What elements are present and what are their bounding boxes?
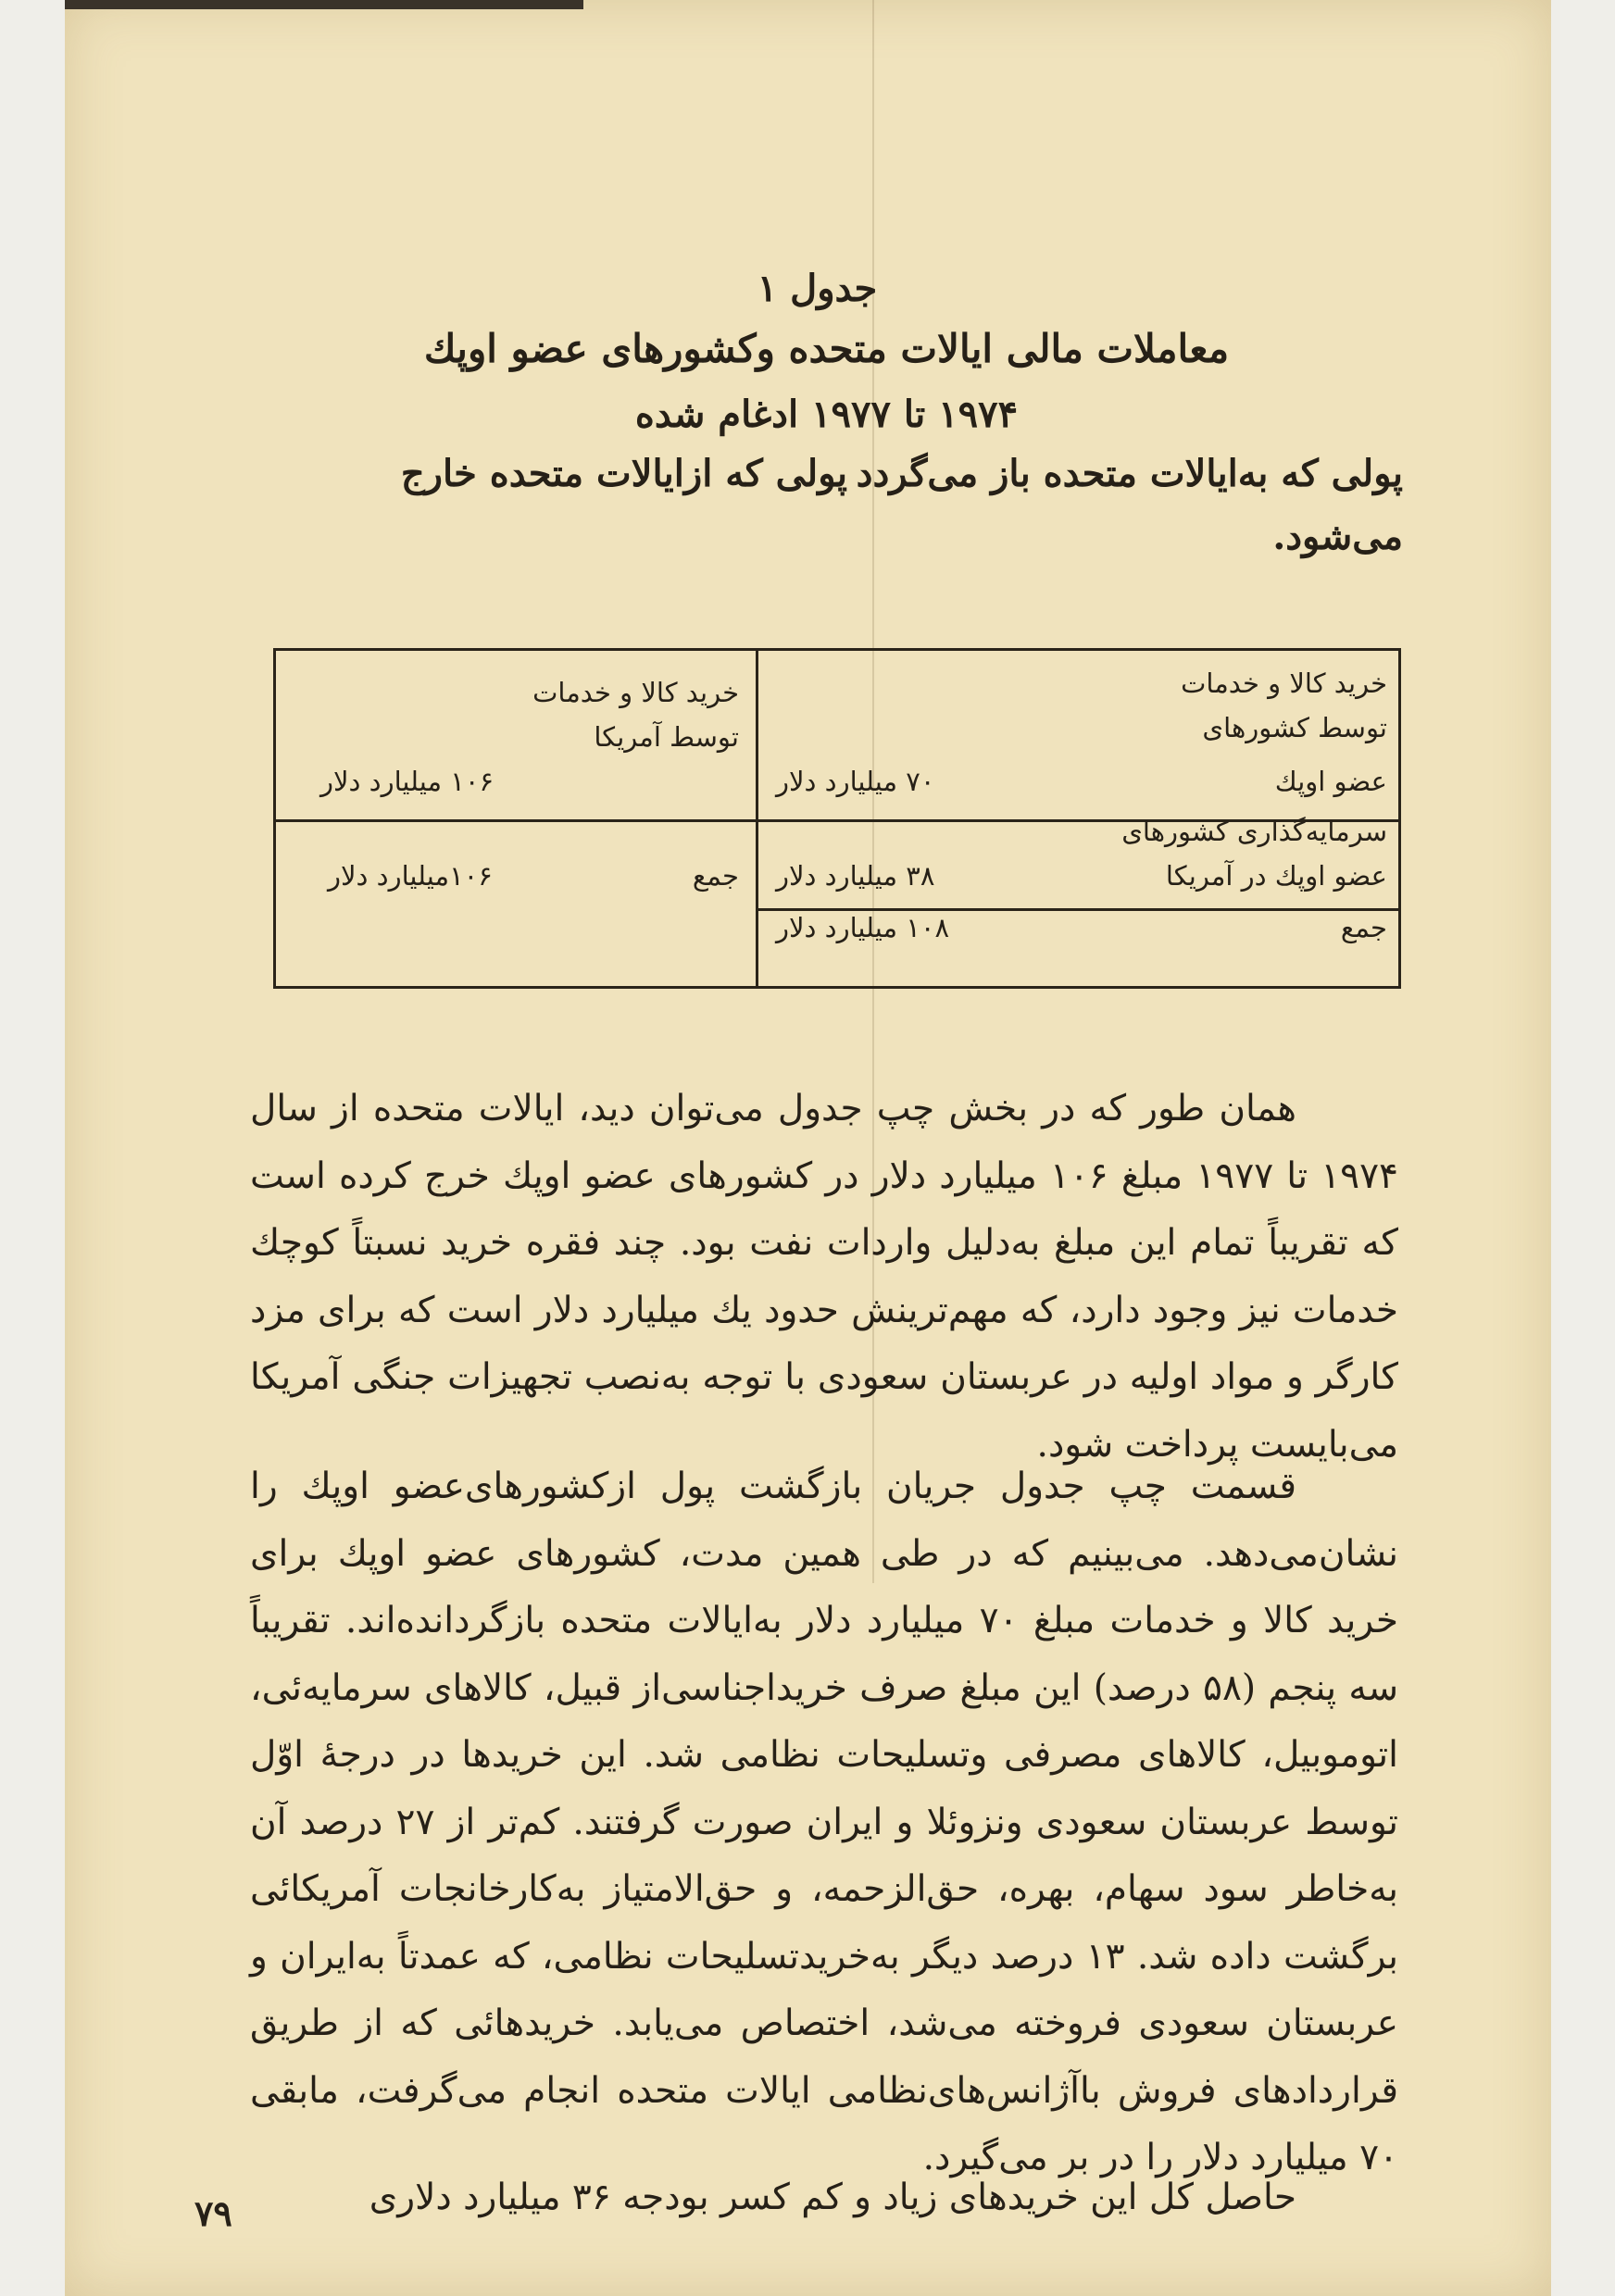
left-purchase-amount: ۱۰۶ میلیارد دلار — [320, 766, 495, 797]
right-purchase-line3: عضو اوپك — [1274, 766, 1387, 797]
left-purchase-line1: خرید کالا و خدمات — [532, 677, 739, 708]
left-purchase-line2: توسط آمریکا — [594, 721, 739, 753]
table-period: ۱۹۷۴ تا ۱۹۷۷ ادغام شده — [634, 393, 1019, 436]
paragraph-1: همان طور که در بخش چپ جدول می‌توان دید، ایالات متحده از سال ۱۹۷۴ تا ۱۹۷۷ مبلغ ۱۰۶ میلیارد دلار در کشورهای عضو اوپك خرج کرده است که تقریباً تمام این مبلغ به‌دلیل واردات نفت بود. چند فقره خرید نسبتاً کوچك خدمات نیز وجود دارد، که مهم‌ترینش حدود یك میلیارد دلار است که برای مزد کارگر و مواد اولیه در عربستان سعودی با توجه به‌نصب تجهیزات جنگی آمریکا می‌بایست پرداخت شود. — [250, 1088, 1398, 1466]
right-purchase-line1: خرید کالا و خدمات — [1181, 668, 1387, 699]
right-purchase-line2: توسط کشورهای — [1202, 712, 1387, 743]
paragraph-2: قسمت چپ جدول جریان بازگشت پول ازکشورهای‌عضو اوپك را نشان‌می‌دهد. می‌بینیم که در طی همین مدت، کشورهای عضو اوپك برای خرید کالا و خدمات مبلغ ۷۰ میلیارد دلار به‌ایالات متحده بازگردانده‌اند. تقریباً سه پنجم (۵۸ درصد) این مبلغ صرف خریداجناسی‌از قبیل، کالاهای سرمایه‌ئی، اتوموبیل، کالاهای مصرفی وتسلیحات نظامی شد. این خریدها در درجهٔ اوّل توسط عربستان سعودی ونزوئلا و ایران صورت گرفتند. کم‌تر از ۲۷ درصد آن به‌خاطر سود سهام، بهره، حق‌الزحمه، و حق‌الامتیاز به‌کارخانجات آمریکائی برگشت داده شد. ۱۳ درصد دیگر به‌خریدتسلیحات نظامی، که عمدتاً به‌ایران و عربستان سعودی فروخته می‌شد، اختصاص می‌یابد. خریدهائی که از طریق قراردادهای فروش باآژانس‌های‌نظامی ایالات متحده انجام می‌گرفت، مابقی ۷۰ میلیارد دلار را در بر می‌گیرد. — [250, 1466, 1399, 2178]
left-column-caption: پولی که ازایالات متحده خارج — [400, 452, 847, 495]
total-row-divider — [756, 908, 1398, 911]
table-number: جدول ۱ — [757, 267, 878, 310]
right-investment-line1: سرمایه‌گذاری کشورهای — [1121, 816, 1387, 847]
ledger-table — [273, 648, 1401, 989]
table-title: معاملات مالی ایالات متحده وکشورهای عضو اوپك — [423, 326, 1230, 371]
right-investment-line2: عضو اوپك در آمریکا — [1165, 860, 1387, 892]
page-number: ۷۹ — [194, 2192, 232, 2234]
right-column-caption: پولی که به‌ایالات متحده باز می‌گردد — [856, 452, 1403, 495]
right-purchase-amount: ۷۰ میلیارد دلار — [776, 766, 935, 797]
left-total-label: جمع — [692, 860, 739, 892]
column-divider — [756, 651, 758, 986]
right-total-label: جمع — [1340, 912, 1387, 943]
left-column-caption-continued: می‌شود. — [1272, 515, 1403, 558]
left-total-amount: ۱۰۶میلیارد دلار — [328, 860, 493, 892]
right-total-amount: ۱۰۸ میلیارد دلار — [776, 912, 950, 943]
scan-edge-bar — [65, 0, 583, 9]
right-investment-amount: ۳۸ میلیارد دلار — [776, 860, 935, 892]
book-page — [65, 0, 1551, 2296]
paragraph-3: حاصل کل این خریدهای زیاد و کم کسر بودجه ۳۶ میلیارد دلاری — [369, 2177, 1296, 2218]
